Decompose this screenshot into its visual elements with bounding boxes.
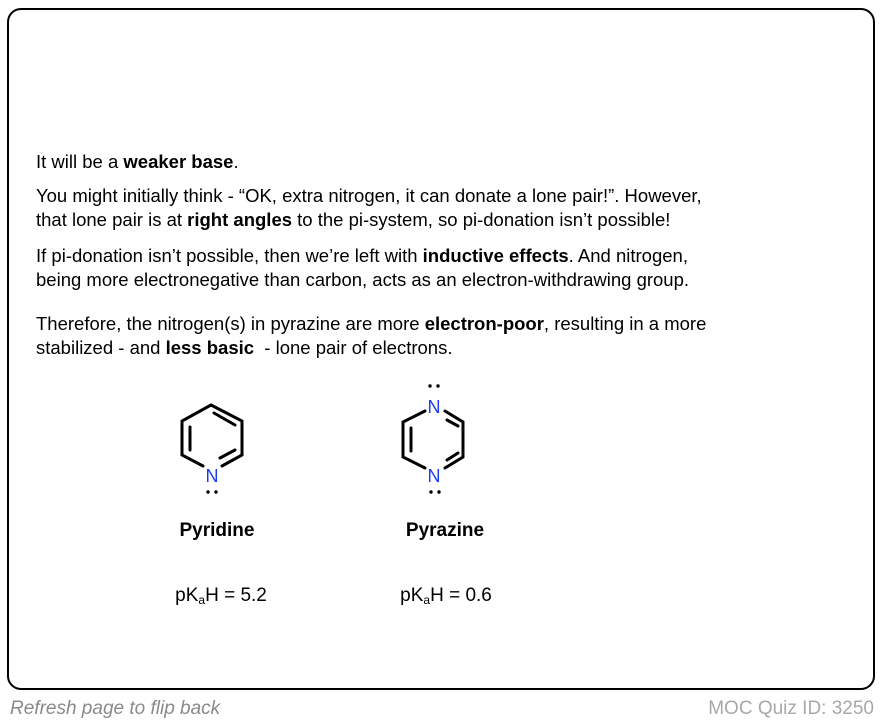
nitrogen-atom-label-bottom: N	[427, 466, 441, 486]
text: If pi-donation isn’t possible, then we’re left with	[36, 245, 423, 266]
emphasis: inductive effects	[422, 245, 569, 266]
text: , resulting in a more	[543, 313, 707, 334]
text: that lone pair is at	[36, 209, 188, 230]
nitrogen-atom-label-top: N	[427, 397, 441, 417]
text: . And nitrogen,	[568, 245, 688, 266]
molecule-name-pyridine: Pyridine	[179, 520, 255, 541]
quiz-id: MOC Quiz ID: 3250	[708, 698, 874, 719]
emphasis: electron-poor	[424, 313, 544, 334]
text: It will be a	[36, 151, 124, 172]
pyrazine-structure	[403, 411, 463, 468]
pka-pyrazine	[400, 585, 492, 607]
text: being more electronegative than carbon, acts as an electron-withdrawing group.	[36, 269, 690, 290]
lone-pair-icon	[206, 490, 217, 493]
text: - lone pair of electrons.	[254, 337, 453, 358]
subscript: a	[423, 593, 431, 607]
text: pK	[175, 585, 199, 606]
text: to the pi-system, so pi-donation isn’t possible!	[292, 209, 671, 230]
text: pK	[400, 585, 424, 606]
text: Therefore, the nitrogen(s) in pyrazine are more	[36, 313, 425, 334]
emphasis: right angles	[187, 209, 293, 230]
refresh-hint: Refresh page to flip back	[10, 698, 221, 719]
nitrogen-atom-label: N	[205, 466, 219, 486]
pyridine-structure	[182, 405, 242, 466]
text: stabilized - and	[36, 337, 166, 358]
emphasis: less basic	[165, 337, 255, 358]
text: You might initially think - “OK, extra nitrogen, it can donate a lone pair!”. However,	[36, 185, 702, 206]
text: H = 5.2	[205, 585, 267, 606]
emphasis: weaker base	[123, 151, 234, 172]
text: .	[233, 151, 239, 172]
molecule-name-pyrazine: Pyrazine	[405, 520, 485, 541]
text: H = 0.6	[430, 585, 492, 606]
pka-pyridine	[175, 585, 267, 607]
subscript: a	[198, 593, 206, 607]
